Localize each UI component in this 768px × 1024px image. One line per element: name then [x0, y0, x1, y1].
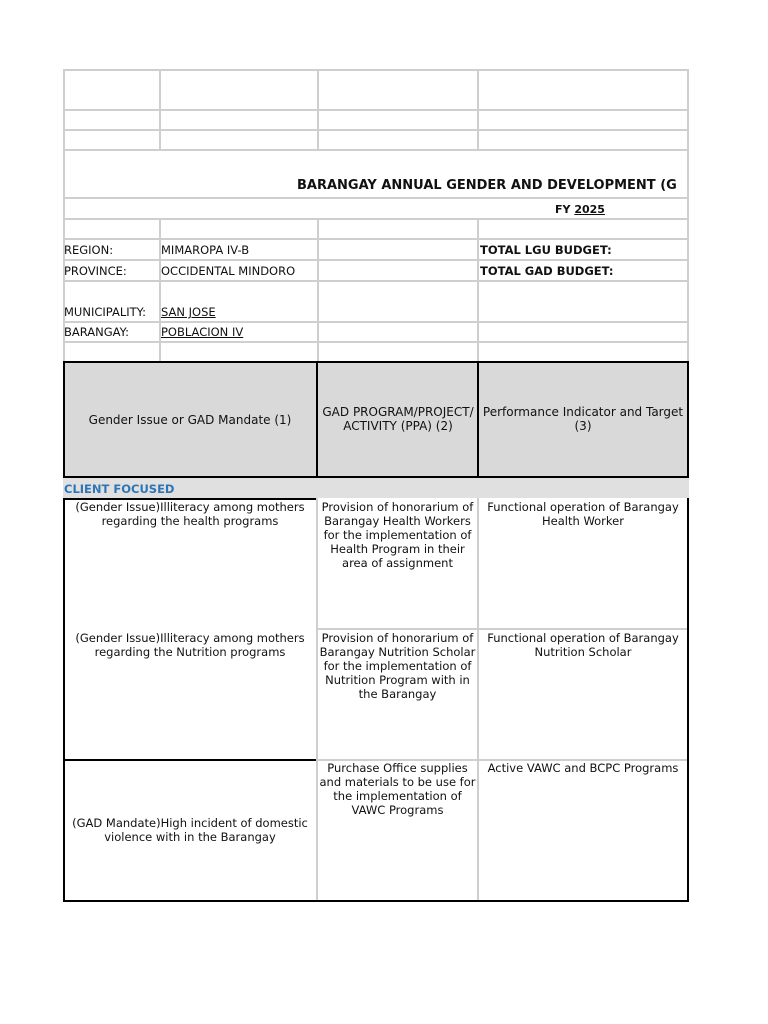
barangay-label: BARANGAY: [64, 325, 130, 339]
indicator-cell: Active VAWC and BCPC Programs [487, 761, 679, 775]
fiscal-year-value: 2025 [574, 203, 605, 216]
ppa-cell: Purchase Office supplies and materials to be use for the implementation of VAWC Programs [319, 761, 476, 817]
gender-issue-cell: (GAD Mandate)High incident of domestic violence with in the Barangay [72, 816, 308, 844]
barangay-value: POBLACION IV [161, 325, 244, 339]
ppa-cell: Provision of honorarium of Barangay Nutrition Scholar for the implementation of Nutrition Program with in the Barangay [319, 631, 476, 701]
fiscal-year-label: FY [555, 203, 571, 216]
province-label: PROVINCE: [64, 264, 127, 278]
region-label: REGION: [64, 243, 114, 257]
indicator-cell: Functional operation of Barangay Nutrition Scholar [487, 631, 679, 659]
municipality-label: MUNICIPALITY: [64, 305, 147, 319]
region-value: MIMAROPA IV-B [161, 243, 250, 257]
column-header-indicator: Performance Indicator and Target (3) [482, 405, 684, 433]
column-header-gender-issue: Gender Issue or GAD Mandate (1) [88, 413, 292, 427]
ppa-cell: Provision of honorarium of Barangay Health Workers for the implementation of Health Program in their area of assignment [321, 500, 474, 570]
section-label-client-focused: CLIENT FOCUSED [64, 482, 175, 496]
column-header-ppa: GAD PROGRAM/PROJECT/ ACTIVITY (PPA) (2) [322, 405, 474, 433]
indicator-cell: Functional operation of Barangay Health Worker [487, 500, 679, 528]
municipality-value: SAN JOSE [161, 305, 216, 319]
total-lgu-budget-label: TOTAL LGU BUDGET: [480, 243, 612, 257]
gender-issue-cell: (Gender Issue)Illiteracy among mothers regarding the health programs [75, 500, 305, 528]
fiscal-year [555, 203, 605, 217]
document-title: BARANGAY ANNUAL GENDER AND DEVELOPMENT (G [297, 178, 677, 193]
gender-issue-cell: (Gender Issue)Illiteracy among mothers regarding the Nutrition programs [75, 631, 305, 659]
province-value: OCCIDENTAL MINDORO [161, 264, 296, 278]
total-gad-budget-label: TOTAL GAD BUDGET: [480, 264, 614, 278]
